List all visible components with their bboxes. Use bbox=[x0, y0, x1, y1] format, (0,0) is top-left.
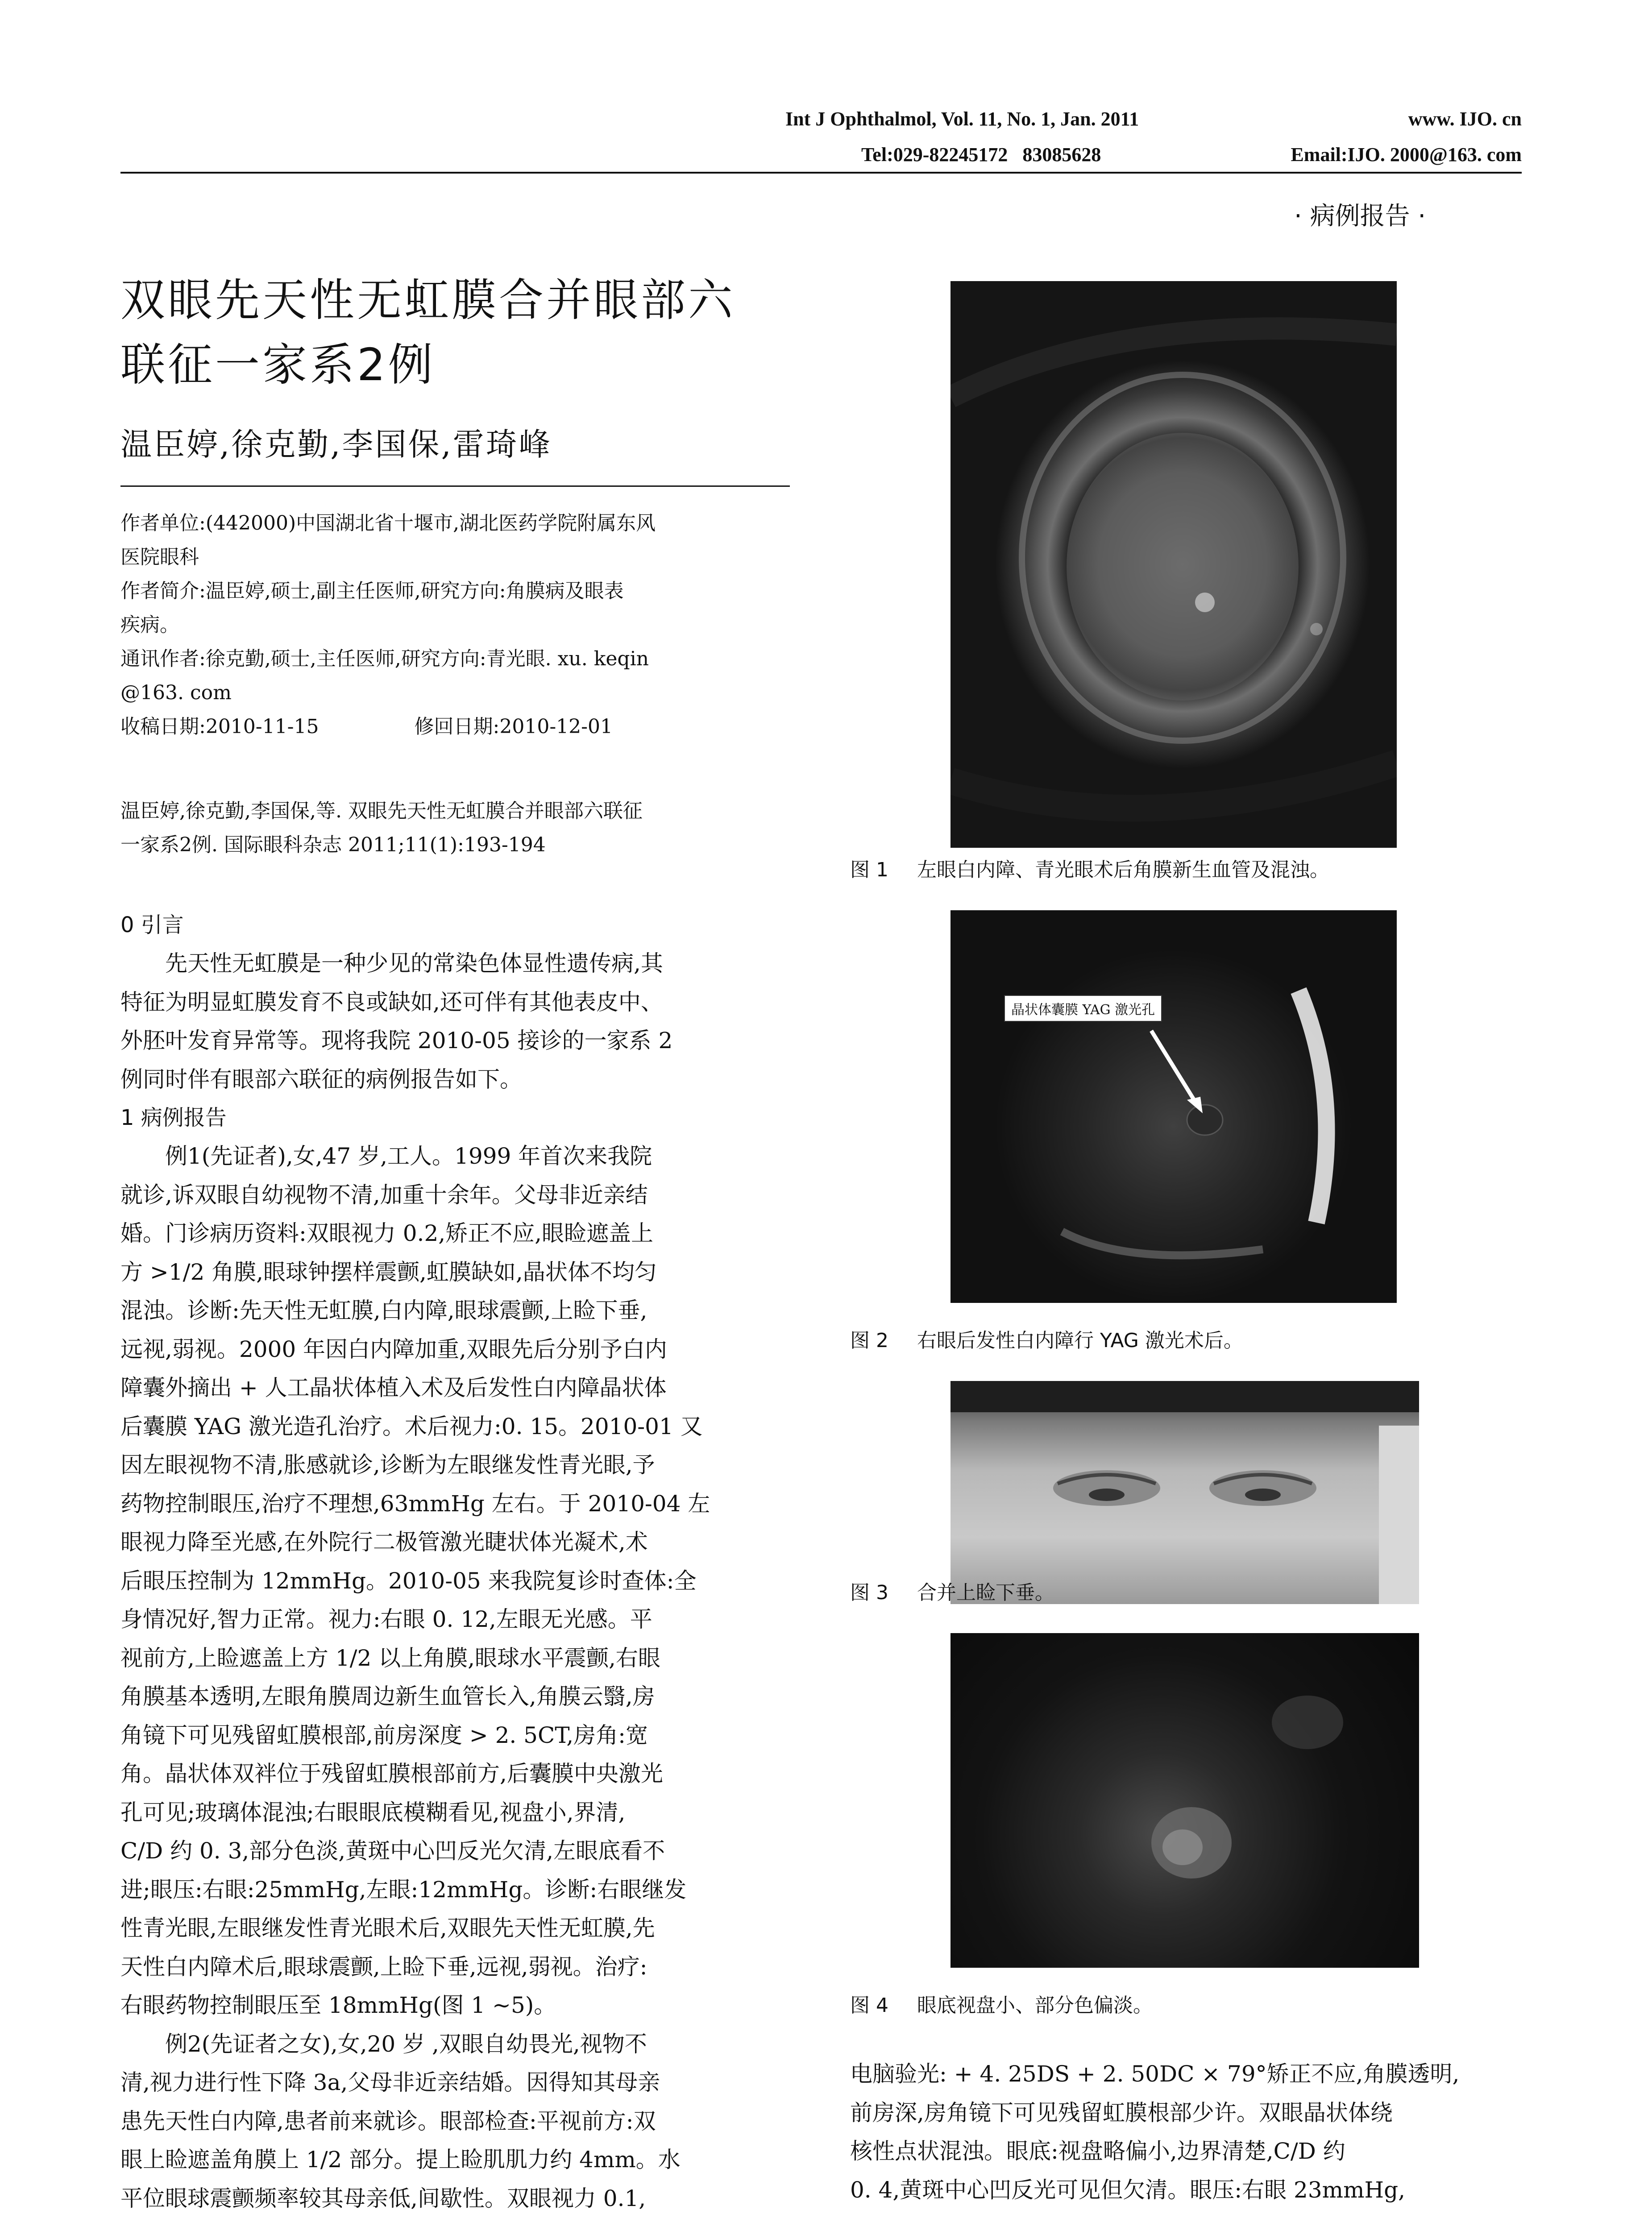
body-line: 后囊膜 YAG 激光造孔治疗。术后视力:0. 15。2010-01 又 bbox=[120, 1413, 703, 1439]
author-list: 温臣婷,徐克勤,李国保,雷琦峰 bbox=[120, 426, 552, 463]
body-line: 障囊外摘出 + 人工晶状体植入术及后发性白内障晶状体 bbox=[120, 1375, 667, 1401]
body-line: C/D 约 0. 3,部分色淡,黄斑中心凹反光欠清,左眼底看不 bbox=[120, 1838, 665, 1864]
affiliation: 作者单位:(442000)中国湖北省十堰市,湖北医药学院附属东风 bbox=[120, 512, 656, 535]
body-line: 就诊,诉双眼自幼视物不清,加重十余年。父母非近亲结 bbox=[120, 1182, 648, 1208]
journal-website: www. IJO. cn bbox=[1408, 108, 1522, 130]
dates bbox=[120, 710, 799, 744]
figure-4-caption bbox=[850, 1992, 1153, 2019]
received-date: 收稿日期:2010-11-15 bbox=[120, 715, 319, 738]
figure-1-caption-text: 左眼白内障、青光眼术后角膜新生血管及混浊。 bbox=[917, 858, 1329, 881]
figure-4-number: 图 4 bbox=[850, 1994, 888, 2017]
title-line-2: 联征一家系2例 bbox=[120, 339, 436, 391]
journal-email: Email:IJO. 2000@163. com bbox=[1291, 144, 1522, 166]
case-text bbox=[120, 1137, 799, 2218]
citation-block bbox=[120, 794, 799, 862]
body-line: 视前方,上睑遮盖上方 1/2 以上角膜,眼球水平震颤,右眼 bbox=[120, 1645, 660, 1671]
body-line: 性青光眼,左眼继发性青光眼术后,双眼先天性无虹膜,先 bbox=[120, 1915, 655, 1941]
body-line: 角膜基本透明,左眼角膜周边新生血管长入,角膜云翳,房 bbox=[120, 1684, 655, 1709]
figure-2-number: 图 2 bbox=[850, 1329, 888, 1352]
body-line: 例1(先证者),女,47 岁,工人。1999 年首次来我院 bbox=[165, 1143, 652, 1169]
affiliation-cont: 医院眼科 bbox=[120, 546, 199, 568]
journal-citation: Int J Ophthalmol, Vol. 11, No. 1, Jan. 2011 bbox=[785, 108, 1139, 130]
left-column bbox=[120, 906, 799, 2218]
figure-1-image bbox=[951, 281, 1397, 848]
corresponding-author: 通讯作者:徐克勤,硕士,主任医师,研究方向:青光眼. xu. keqin bbox=[120, 647, 649, 670]
corresponding-author-cont: @163. com bbox=[120, 681, 232, 704]
figure-2-caption bbox=[850, 1327, 1243, 1354]
figure-2-image bbox=[951, 910, 1397, 1303]
body-line: 方 >1/2 角膜,眼球钟摆样震颤,虹膜缺如,晶状体不均匀 bbox=[120, 1259, 657, 1285]
body-line: 右眼药物控制眼压至 18mmHg(图 1 ~5)。 bbox=[120, 1992, 556, 2018]
section-label: · 病例报告 · bbox=[1294, 202, 1426, 231]
figure-1-caption bbox=[850, 857, 1329, 883]
body-line: 孔可见;玻璃体混浊;右眼眼底模糊看见,视盘小,界清, bbox=[120, 1799, 626, 1825]
body-line: 婚。门诊病历资料:双眼视力 0.2,矫正不应,眼睑遮盖上 bbox=[120, 1220, 654, 1246]
body-line: 例2(先证者之女),女,20 岁 ,双眼自幼畏光,视物不 bbox=[165, 2031, 647, 2057]
author-bio: 作者简介:温臣婷,硕士,副主任医师,研究方向:角膜病及眼表 bbox=[120, 580, 624, 602]
body-line: 天性白内障术后,眼球震颤,上睑下垂,远视,弱视。治疗: bbox=[120, 1953, 648, 1980]
body-line: 特征为明显虹膜发育不良或缺如,还可伴有其他表皮中、 bbox=[120, 989, 663, 1015]
body-line: 外胚叶发育异常等。现将我院 2010-05 接诊的一家系 2 bbox=[120, 1028, 673, 1053]
body-line: 前房深,房角镜下可见残留虹膜根部少许。双眼晶状体绕 bbox=[850, 2099, 1393, 2126]
figure-3-number: 图 3 bbox=[850, 1581, 888, 1604]
intro-text bbox=[120, 944, 799, 1099]
body-line: 远视,弱视。2000 年因白内障加重,双眼先后分别予白内 bbox=[120, 1336, 667, 1362]
cases-heading: 1 病例报告 bbox=[120, 1105, 227, 1130]
right-column-text bbox=[850, 2055, 1522, 2209]
author-bio-cont: 疾病。 bbox=[120, 614, 179, 636]
body-line: 电脑验光: + 4. 25DS + 2. 50DC × 79°矫正不应,角膜透明, bbox=[850, 2061, 1460, 2087]
body-line: 0. 4,黄斑中心凹反光可见但欠清。眼压:右眼 23mmHg, bbox=[850, 2177, 1405, 2203]
body-line: 眼上睑遮盖角膜上 1/2 部分。提上睑肌肌力约 4mm。水 bbox=[120, 2147, 681, 2173]
figure-3-caption bbox=[850, 1580, 1054, 1606]
body-line: 角镜下可见残留虹膜根部,前房深度 > 2. 5CT,房角:宽 bbox=[120, 1722, 648, 1748]
body-line: 眼视力降至光感,在外院行二极管激光睫状体光凝术,术 bbox=[120, 1529, 648, 1555]
article-title bbox=[120, 268, 857, 397]
citation: 温臣婷,徐克勤,李国保,等. 双眼先天性无虹膜合并眼部六联征 bbox=[120, 800, 643, 822]
journal-tel: Tel:029-82245172 83085628 bbox=[861, 144, 1101, 166]
body-line: 例同时伴有眼部六联征的病例报告如下。 bbox=[120, 1066, 522, 1092]
figure-2-caption-text: 右眼后发性白内障行 YAG 激光术后。 bbox=[917, 1329, 1243, 1352]
title-line-1: 双眼先天性无虹膜合并眼部六 bbox=[120, 274, 735, 326]
body-line: 后眼压控制为 12mmHg。2010-05 来我院复诊时查体:全 bbox=[120, 1568, 697, 1594]
body-line: 平位眼球震颤频率较其母亲低,间歇性。双眼视力 0.1, bbox=[120, 2185, 646, 2211]
body-line: 因左眼视物不清,胀感就诊,诊断为左眼继发性青光眼,予 bbox=[120, 1452, 655, 1478]
figure-4-image bbox=[951, 1633, 1419, 1968]
body-line: 先天性无虹膜是一种少见的常染色体显性遗传病,其 bbox=[165, 950, 663, 976]
citation-cont: 一家系2例. 国际眼科杂志 2011;11(1):193-194 bbox=[120, 834, 546, 856]
revised-date: 修回日期:2010-12-01 bbox=[414, 715, 613, 738]
body-line: 患先天性白内障,患者前来就诊。眼部检查:平视前方:双 bbox=[120, 2108, 656, 2134]
header-rule bbox=[120, 172, 1522, 174]
figure-3-image bbox=[951, 1381, 1419, 1604]
body-line: 药物控制眼压,治疗不理想,63mmHg 左右。于 2010-04 左 bbox=[120, 1490, 710, 1517]
body-line: 身情况好,智力正常。视力:右眼 0. 12,左眼无光感。平 bbox=[120, 1606, 652, 1632]
author-rule bbox=[120, 485, 790, 487]
body-line: 核性点状混浊。眼底:视盘略偏小,边界清楚,C/D 约 bbox=[850, 2138, 1345, 2164]
body-line: 清,视力进行性下降 3a,父母非近亲结婚。因得知其母亲 bbox=[120, 2069, 660, 2095]
body-line: 角。晶状体双袢位于残留虹膜根部前方,后囊膜中央激光 bbox=[120, 1761, 663, 1787]
figure-1-number: 图 1 bbox=[850, 858, 888, 881]
article-meta bbox=[120, 506, 799, 744]
body-line: 混浊。诊断:先天性无虹膜,白内障,眼球震颤,上睑下垂, bbox=[120, 1298, 648, 1323]
body-line: 进;眼压:右眼:25mmHg,左眼:12mmHg。诊断:右眼继发 bbox=[120, 1876, 687, 1903]
intro-heading: 0 引言 bbox=[120, 912, 184, 937]
figure-4-caption-text: 眼底视盘小、部分色偏淡。 bbox=[917, 1994, 1153, 2017]
figure-3-caption-text: 合并上睑下垂。 bbox=[917, 1581, 1054, 1604]
laser-hole-label: 晶状体囊膜 YAG 激光孔 bbox=[1004, 995, 1162, 1022]
